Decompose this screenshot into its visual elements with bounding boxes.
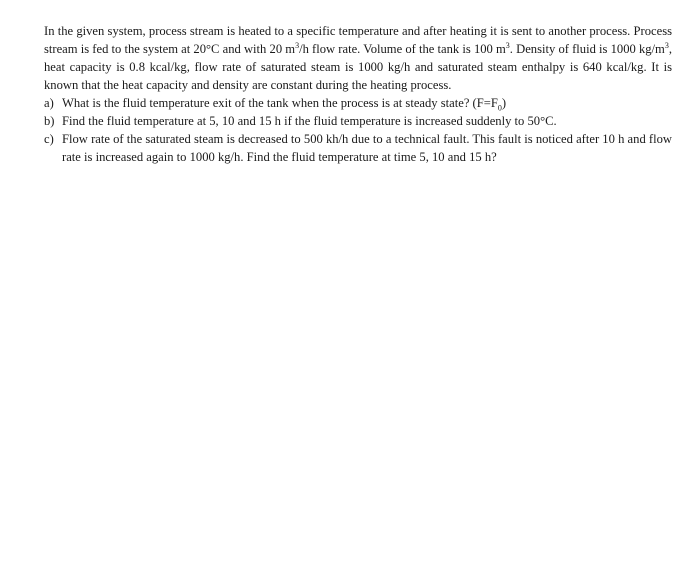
intro-text-1: In the given system, process stream is heated to a specific temperature and after heating it is sent to another process. Process stream is fed to the system at 20°C and with 20 m bbox=[44, 24, 672, 56]
subscript-zero: 0 bbox=[497, 103, 502, 113]
question-a bbox=[44, 94, 672, 112]
intro-text-2: /h flow rate. Volume of the tank is 100 m bbox=[299, 42, 506, 56]
superscript-cubic: 3 bbox=[664, 40, 669, 50]
intro-text-3: . Density of fluid is 1000 kg/m bbox=[509, 42, 665, 56]
question-text bbox=[62, 94, 672, 112]
question-text: Flow rate of the saturated steam is decreased to 500 kh/h due to a technical fault. This fault is noticed after 10 h and flow rate is increased again to 1000 kg/h. Find the fluid temperature at time 5, 10 and 15 h? bbox=[62, 132, 672, 164]
question-list bbox=[44, 94, 672, 166]
question-c bbox=[44, 130, 672, 166]
question-label: a) bbox=[44, 96, 54, 110]
question-a-suffix: ) bbox=[501, 96, 507, 110]
question-label: b) bbox=[44, 114, 55, 128]
question-a-text: What is the fluid temperature exit of the tank when the process is at steady state? (F=F bbox=[62, 96, 498, 110]
question-text: Find the fluid temperature at 5, 10 and 15 h if the fluid temperature is increased suddenly to 50°C. bbox=[62, 114, 557, 128]
problem-statement bbox=[44, 22, 672, 94]
question-label: c) bbox=[44, 132, 54, 146]
superscript-cubic: 3 bbox=[295, 40, 300, 50]
problem-document bbox=[44, 22, 672, 166]
intro-text-4: , heat capacity is 0.8 kcal/kg, flow rate of saturated steam is 1000 kg/h and saturated steam enthalpy is 640 kcal/kg. It is known that the heat capacity and density are constant during the heating process. bbox=[44, 42, 672, 92]
superscript-cubic: 3 bbox=[505, 40, 510, 50]
question-b bbox=[44, 112, 672, 130]
